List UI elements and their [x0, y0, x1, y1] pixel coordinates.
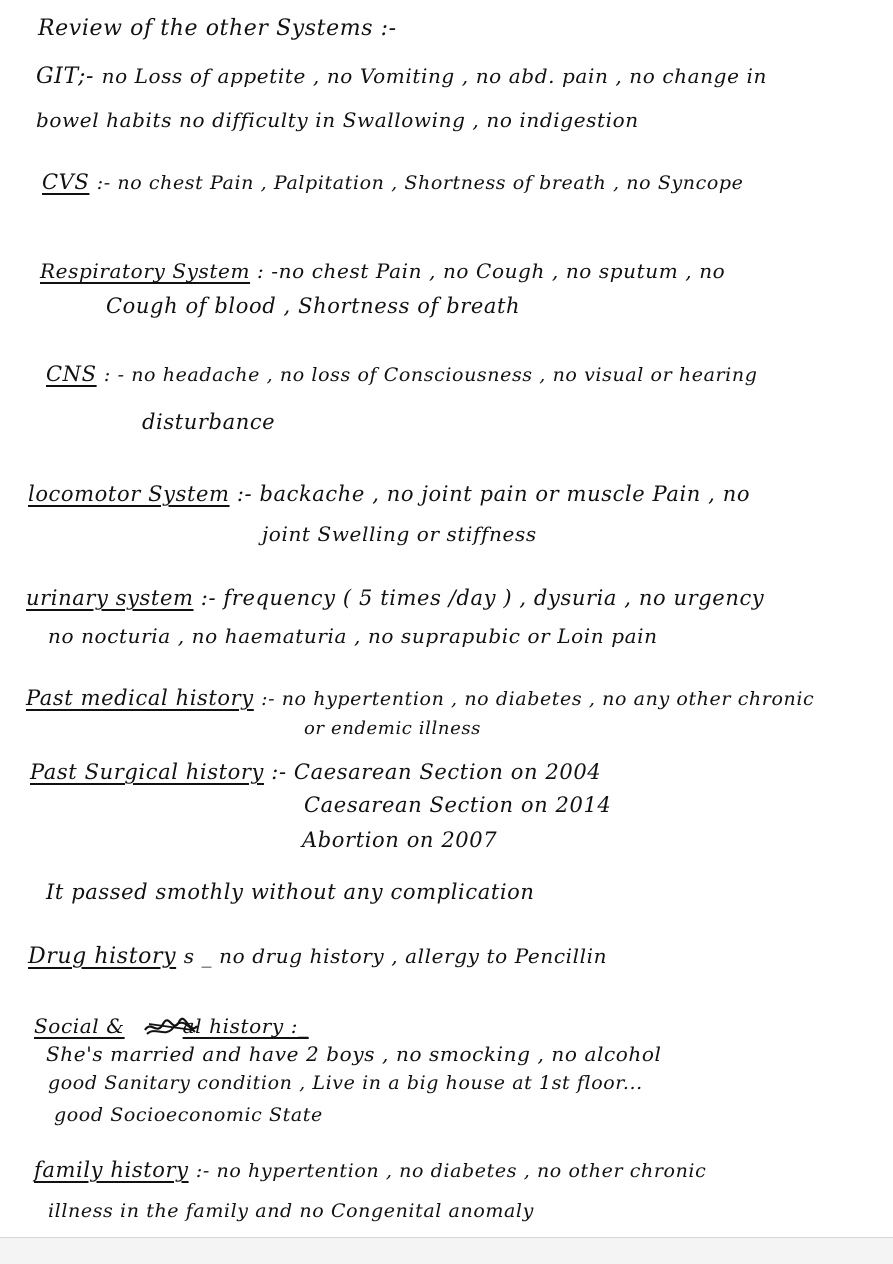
family-history-text-1: :- no hypertention , no diabetes , no other chronic: [195, 1160, 707, 1182]
git-line-1: [36, 64, 767, 89]
complication-note: It passed smothly without any complication: [46, 880, 535, 904]
social-label-end: al history :_: [182, 1014, 309, 1038]
social-line-2: good Sanitary condition , Live in a big house at 1st floor...: [48, 1072, 643, 1094]
cns-text-1: : - no headache , no loss of Consciousness , no visual or hearing: [103, 364, 758, 386]
locomotor-line-1: [28, 482, 750, 506]
past-surgical-label: Past Surgical history: [30, 760, 264, 784]
family-history-line-2: illness in the family and no Congenital anomaly: [48, 1200, 534, 1222]
urinary-label: urinary system: [26, 586, 194, 610]
cvs-text: :- no chest Pain , Palpitation , Shortness of breath , no Syncope: [96, 172, 744, 194]
respiratory-label: Respiratory System: [40, 259, 251, 283]
past-medical-label: Past medical history: [26, 686, 254, 710]
cns-label: CNS: [46, 362, 97, 386]
past-surgical-line-3: Abortion on 2007: [302, 828, 498, 852]
past-surgical-line-2: Caesarean Section on 2014: [304, 793, 612, 817]
family-history-label: family history: [34, 1158, 189, 1182]
cns-line-1: [46, 362, 757, 386]
cvs-line: [42, 170, 744, 194]
social-line-1: She's married and have 2 boys , no smocking , no alcohol: [46, 1042, 662, 1066]
crossed-out-word: [143, 1016, 199, 1040]
git-line-2: bowel habits no difficulty in Swallowing , no indigestion: [36, 108, 639, 132]
family-history-line-1: [34, 1158, 706, 1182]
review-title: Review of the other Systems :-: [38, 16, 397, 41]
past-surgical-line-1: [30, 760, 601, 784]
urinary-line-2: no nocturia , no haematuria , no suprapubic or Loin pain: [48, 624, 658, 648]
drug-history-text: s _ no drug history , allergy to Pencillin: [183, 944, 608, 968]
locomotor-line-2: joint Swelling or stiffness: [262, 522, 537, 546]
drug-history-line: [28, 944, 607, 969]
git-text-1: no Loss of appetite , no Vomiting , no abd. pain , no change in: [101, 64, 767, 88]
drug-history-label: Drug history: [28, 944, 177, 969]
past-medical-line-1: [26, 686, 814, 710]
past-surgical-text-1: :- Caesarean Section on 2004: [271, 760, 602, 784]
social-line-3: good Socioeconomic State: [54, 1104, 323, 1126]
respiratory-line-2: Cough of blood , Shortness of breath: [106, 294, 521, 318]
past-medical-text-1: :- no hypertention , no diabetes , no any other chronic: [261, 688, 815, 710]
page-bottom-edge: [0, 1237, 893, 1264]
git-label: GIT;-: [36, 64, 94, 89]
cvs-label: CVS: [42, 170, 90, 194]
respiratory-text-1: : -no chest Pain , no Cough , no sputum , no: [257, 259, 726, 283]
urinary-text-1: :- frequency ( 5 times /day ) , dysuria , no urgency: [200, 586, 765, 610]
social-label: Social &: [34, 1014, 125, 1038]
respiratory-line-1: [40, 259, 725, 283]
locomotor-text-1: :- backache , no joint pain or muscle Pain , no: [236, 482, 751, 506]
urinary-line-1: [26, 586, 764, 610]
cns-line-2: disturbance: [142, 410, 276, 434]
past-medical-line-2: or endemic illness: [304, 718, 482, 739]
locomotor-label: locomotor System: [28, 482, 230, 506]
